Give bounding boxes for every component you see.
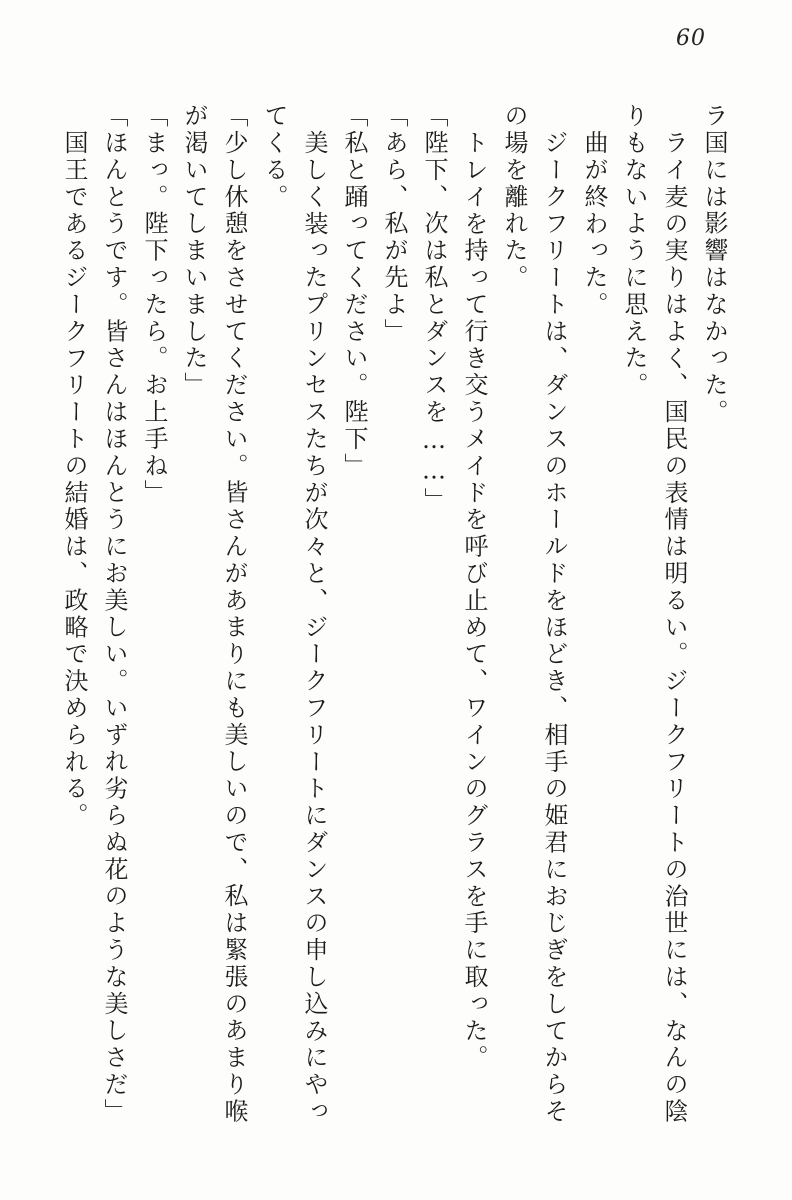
text-line: りもないように思えた。: [620, 103, 648, 399]
text-line: の場を離れた。: [500, 103, 528, 292]
text-line: ライ麦の実りはよく、国民の表情は明るい。ジークフリートの治世には、なんの陰: [660, 130, 688, 1126]
text-line: 美しく装ったプリンセスたちが次々と、ジークフリートにダンスの申し込みにやっ: [300, 130, 328, 1126]
text-line: ジークフリートは、ダンスのホールドをほどき、相手の姫君におじぎをしてからそ: [540, 130, 568, 1126]
text-line: ラ国には影響はなかった。: [700, 103, 728, 426]
text-line: 曲が終わった。: [580, 130, 608, 319]
text-line: 国王であるジークフリートの結婚は、政略で決められる。: [60, 130, 88, 830]
page-number: 60: [676, 26, 706, 51]
text-line: 「ほんとうです。皆さんはほんとうにお美しい。いずれ劣らぬ花のような美しさだ」: [100, 103, 128, 1126]
text-line: 「陛下、次は私とダンスを……」: [420, 103, 448, 515]
text-line: 「あら、私が先よ」: [380, 103, 408, 346]
text-line: 「まっ。陛下ったら。お上手ね」: [140, 103, 168, 507]
text-line: 「少し休憩をさせてください。皆さんがあまりにも美しいので、私は緊張のあまり喉: [220, 103, 248, 1126]
text-body: [54, 103, 734, 1149]
text-line: てくる。: [260, 103, 288, 211]
text-line: 「私と踊ってください。陛下」: [340, 103, 368, 480]
text-line: トレイを持って行き交うメイドを呼び止めて、ワインのグラスを手に取った。: [460, 130, 488, 1072]
text-line: が渇いてしまいました」: [180, 103, 208, 399]
